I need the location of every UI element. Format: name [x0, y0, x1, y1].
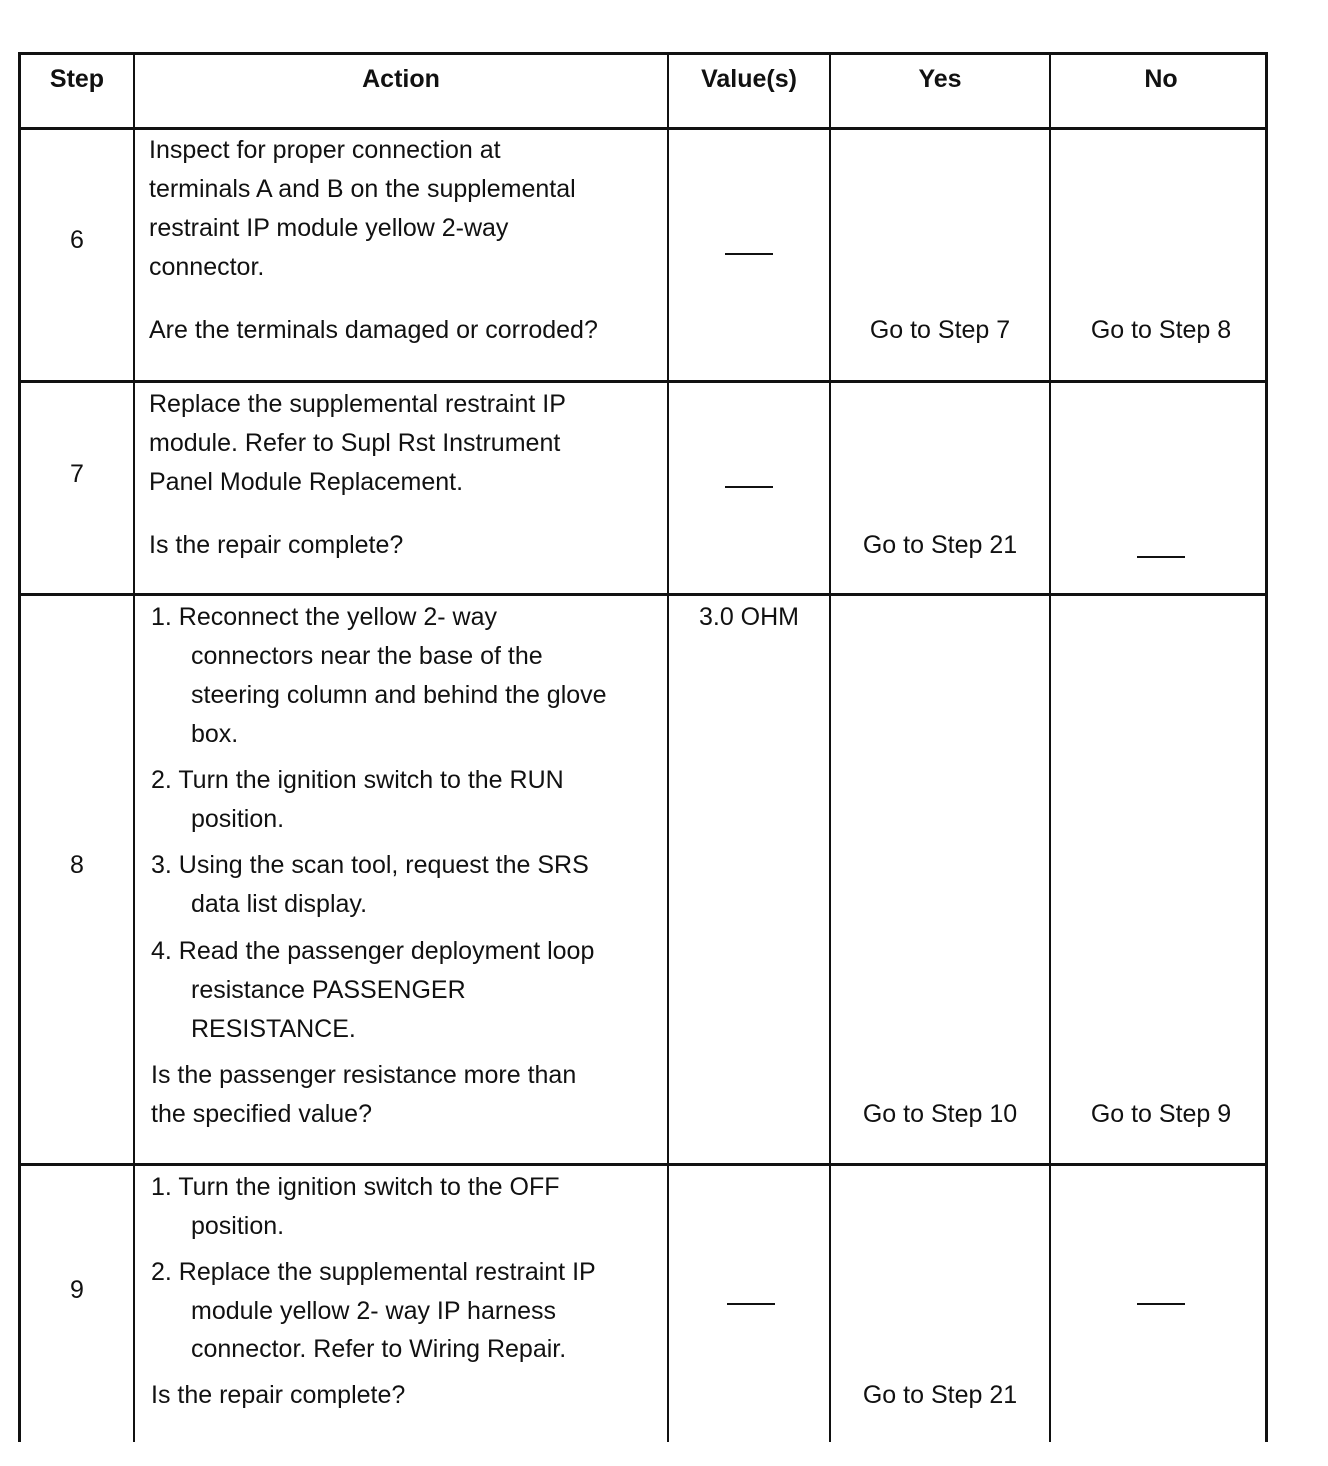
column-divider	[133, 55, 135, 1442]
action-line: RESISTANCE.	[191, 1015, 356, 1043]
header-values: Value(s)	[701, 65, 797, 93]
no-dash	[1137, 556, 1185, 558]
header-no: No	[1144, 65, 1178, 93]
diagnostic-table	[18, 52, 1268, 1442]
step-number: 8	[70, 851, 84, 879]
row-divider	[21, 127, 1265, 130]
action-line: Inspect for proper connection at	[149, 136, 501, 164]
column-divider	[829, 55, 831, 1442]
action-line: 2. Turn the ignition switch to the RUN	[151, 766, 564, 794]
value-spec: 3.0 OHM	[698, 603, 800, 631]
header-action: Action	[362, 65, 440, 93]
row-divider	[21, 593, 1265, 596]
action-line: connectors near the base of the	[191, 642, 543, 670]
action-question: Are the terminals damaged or corroded?	[149, 316, 598, 344]
step-number: 9	[70, 1276, 84, 1304]
action-line: module. Refer to Supl Rst Instrument	[149, 429, 561, 457]
action-line: Panel Module Replacement.	[149, 468, 464, 496]
action-line: 1. Reconnect the yellow 2- way	[151, 603, 498, 631]
action-question: Is the repair complete?	[151, 1381, 406, 1409]
action-question: Is the repair complete?	[149, 531, 404, 559]
action-line: position.	[191, 1212, 285, 1240]
step-number: 7	[70, 460, 84, 488]
column-divider	[1049, 55, 1051, 1442]
action-line: connector. Refer to Wiring Repair.	[191, 1335, 567, 1363]
action-line: data list display.	[191, 890, 368, 918]
action-line: restraint IP module yellow 2-way	[149, 214, 509, 242]
no-dash	[1137, 1303, 1185, 1305]
no-result: Go to Step 8	[1090, 316, 1232, 344]
action-line: box.	[191, 720, 239, 748]
yes-result: Go to Step 21	[862, 1381, 1018, 1409]
action-line: Replace the supplemental restraint IP	[149, 390, 566, 418]
row-divider	[21, 1163, 1265, 1166]
column-divider	[667, 55, 669, 1442]
action-line: position.	[191, 805, 285, 833]
header-yes: Yes	[918, 65, 962, 93]
action-line: terminals A and B on the supplemental	[149, 175, 576, 203]
action-line: 4. Read the passenger deployment loop	[151, 937, 595, 965]
step-number: 6	[70, 226, 84, 254]
action-line: connector.	[149, 253, 265, 281]
value-dash	[727, 1303, 775, 1305]
action-line: 1. Turn the ignition switch to the OFF	[151, 1173, 560, 1201]
yes-result: Go to Step 21	[862, 531, 1018, 559]
value-dash	[725, 253, 773, 255]
action-line: 3. Using the scan tool, request the SRS	[151, 851, 589, 879]
action-line: module yellow 2- way IP harness	[191, 1297, 556, 1325]
header-step: Step	[49, 65, 105, 93]
action-line: resistance PASSENGER	[191, 976, 466, 1004]
yes-result: Go to Step 10	[862, 1100, 1018, 1128]
row-divider	[21, 380, 1265, 383]
action-question: the specified value?	[151, 1100, 372, 1128]
action-question: Is the passenger resistance more than	[151, 1061, 577, 1089]
action-line: 2. Replace the supplemental restraint IP	[151, 1258, 596, 1286]
yes-result: Go to Step 7	[869, 316, 1011, 344]
action-line: steering column and behind the glove	[191, 681, 607, 709]
value-dash	[725, 486, 773, 488]
no-result: Go to Step 9	[1090, 1100, 1232, 1128]
